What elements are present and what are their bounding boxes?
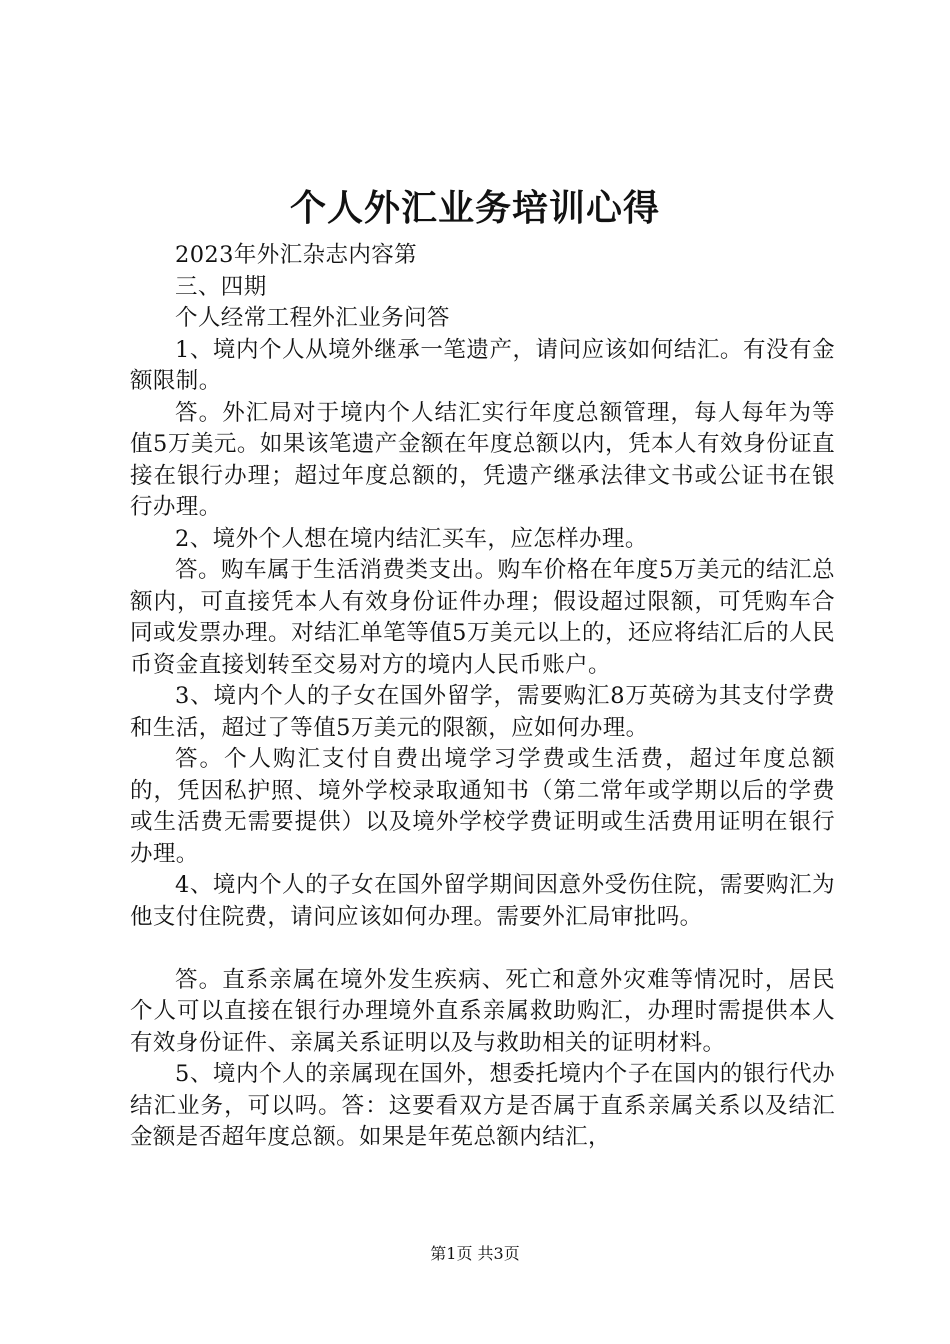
paragraph: 4、境内个人的子女在国外留学期间因意外受伤住院，需要购汇为他支付住院费，请问应该如何办理。需要外汇局审批吗。 <box>130 872 835 930</box>
paragraph: 个人经常工程外汇业务问答 <box>175 305 450 331</box>
document-body <box>130 240 835 1154</box>
paragraph: 答。外汇局对于境内个人结汇实行年度总额管理，每人每年为等值5万美元。如果该笔遗产金额在年度总额以内，凭本人有效身份证直接在银行办理；超过年度总额的，凭遗产继承法律文书或公证书在银行办理。 <box>130 399 835 520</box>
paragraph: 3、境内个人的子女在国外留学，需要购汇8万英磅为其支付学费和生活，超过了等值5万美元的限额，应如何办理。 <box>130 683 835 741</box>
paragraph: 答。购车属于生活消费类支出。购车价格在年度5万美元的结汇总额内，可直接凭本人有效身份证件办理；假设超过限额，可凭购车合同或发票办理。对结汇单笔等值5万美元以上的，还应将结汇后的人民币资金直接划转至交易对方的境内人民币账户。 <box>130 557 835 678</box>
paragraph: 答。个人购汇支付自费出境学习学费或生活费，超过年度总额的，凭因私护照、境外学校录取通知书（第二常年或学期以后的学费或生活费无需要提供）以及境外学校学费证明或生活费用证明在银行办理。 <box>130 746 835 867</box>
page-footer: 第1页 共3页 <box>430 1244 520 1263</box>
document-title: 个人外汇业务培训心得 <box>289 187 660 229</box>
paragraph: 三、四期 <box>175 273 267 300</box>
paragraph: 2023年外汇杂志内容第 <box>175 242 418 268</box>
paragraph: 答。直系亲属在境外发生疾病、死亡和意外灾难等情况时，居民个人可以直接在银行办理境外直系亲属救助购汇，办理时需提供本人有效身份证件、亲属关系证明以及与救助相关的证明材料。 <box>130 966 835 1056</box>
paragraph: 5、境内个人的亲属现在国外，想委托境内个子在国内的银行代办结汇业务，可以吗。答：这要看双方是否属于直系亲属关系以及结汇金额是否超年度总额。如果是年莬总额内结汇， <box>130 1061 835 1150</box>
paragraph: 1、境内个人从境外继承一笔遗产，请问应该如何结汇。有没有金额限制。 <box>130 336 835 394</box>
paragraph: 2、境外个人想在境内结汇买车，应怎样办理。 <box>175 525 648 552</box>
